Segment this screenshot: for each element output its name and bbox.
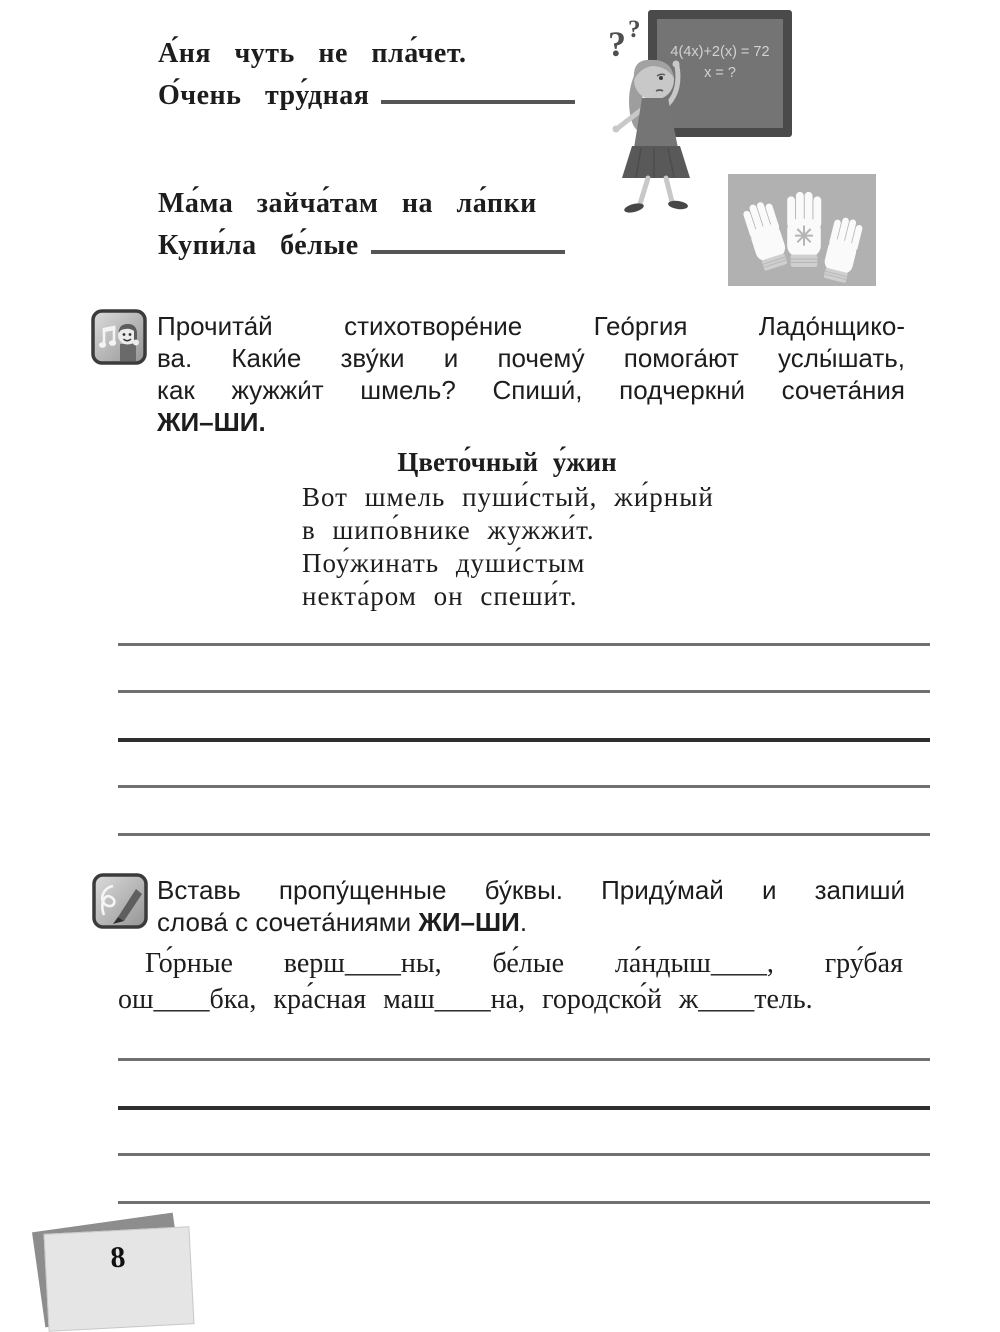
task2-instruction [157,874,905,938]
writing-line [118,1058,930,1061]
poem-body [302,481,714,613]
mittens-image [728,174,876,286]
instruction-line [157,906,905,938]
writing-line [118,643,930,646]
instruction-line: Вставь пропу́щенные бу́квы. Приду́май и запиши́ [157,875,905,905]
page-number-badge [22,1216,212,1300]
stanza1-line2: О́чень тру́дная [158,80,370,111]
stanza2-line1: Ма́ма зайча́там на ла́пки [158,188,537,219]
instruction-line: ва. Каки́е зву́ки и почему́ помога́ют услы́шать, [157,343,905,373]
letter-combination: ЖИ–ШИ [418,907,520,937]
badge-front-sheet [44,1226,195,1332]
exercise-line: ош____бка, кра́сная маш____на, городско́й ж____тель. [118,984,813,1015]
question-marks-icon [608,16,641,64]
svg-text:?: ? [608,24,626,64]
poem-title: Цвето́чный у́жин [397,447,617,477]
girl-figure [613,60,691,214]
instruction-text: . [519,907,528,937]
instruction-line: как жужжи́т шмель? Спиши́, подчеркни́ сочета́ния [157,375,905,405]
board-equation: 4(4x)+2(x) = 72 [670,44,770,60]
answer-blank [371,250,565,254]
poem-line: некта́ром он спеши́т. [302,581,578,611]
writing-line [118,785,930,788]
page-number: 8 [109,1240,127,1275]
stanza1-line1: А́ня чуть не пла́чет. [158,38,467,69]
svg-text:?: ? [628,16,641,43]
exercise-line: Го́рные верш____ны, бе́лые ла́ндыш____, гру́бая [145,948,903,979]
poem-line: в шипо́внике жужжи́т. [302,515,595,545]
writing-line [118,738,930,742]
stanza1-line2-row [158,80,575,112]
letter-combination: ЖИ–ШИ. [157,407,266,437]
board-answer: x = ? [704,65,736,81]
writing-line [118,690,930,693]
listen-music-icon [91,309,147,365]
writing-line [118,1201,930,1204]
stanza2-line2-row [158,230,565,262]
writing-line [118,833,930,836]
instruction-line: Прочита́й стихотворе́ние Гео́ргия Ладо́нщико- [157,311,905,341]
poem-line: Вот шмель пуши́стый, жи́рный [302,482,714,512]
answer-blank [381,100,575,104]
writing-line [118,1106,930,1110]
task1-instruction [157,310,905,438]
snowflake-icon [795,226,813,246]
writing-line [118,1153,930,1156]
instruction-text: слова́ с сочета́ниями [157,907,419,937]
poem-line: Поу́жинать души́стым [302,548,586,578]
writing-pen-icon [92,873,148,929]
stanza2-line2: Купи́ла бе́лые [158,230,359,261]
